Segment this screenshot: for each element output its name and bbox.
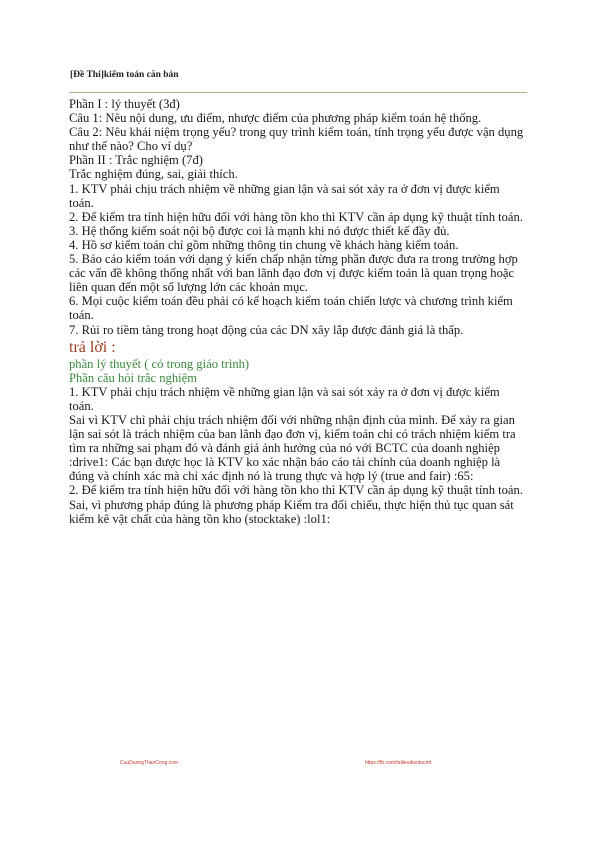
statement-3: 3. Hệ thống kiểm soát nội bộ được coi là mạnh khi nó được thiết kế đầy đủ. [69,223,450,238]
statement-4: 4. Hồ sơ kiểm toán chỉ gồm những thông tin chung về khách hàng kiểm toán. [69,237,459,252]
theory-note: phần lý thuyết ( có trong giáo trình) [69,356,250,371]
answer-1-explanation: Sai vì KTV chỉ phải chịu trách nhiệm đối với những nhận định của mình. Để xảy ra gian lận sai sót là trách nhiệm của ban lãnh đạo đơn vị, kiểm toán chỉ có trách nhiệm kiểm tra tìm ra những sai phạm đó và đánh giá ảnh hưởng của nó với BCTC của doanh nghiệp :drive1: Các bạn được học là KTV ko xác nhận báo cáo tài chính của doanh nghiệp là đúng và chính xác mà chỉ xác định nó là trung thực và hợp lý (true and fair) :65: [69,412,516,484]
statement-6: 6. Mọi cuộc kiểm toán đều phải có kế hoạch kiểm toán chiến lược và chương trình kiểm toán. [69,294,513,323]
footer-site-link[interactable]: CuuDuongThanCong.com [120,760,179,766]
part2-heading: Phần II : Trắc nghiệm (7đ) [69,153,203,168]
document-title: [Đề Thi]kiểm toán căn bản [70,70,179,80]
answer-1-question: 1. KTV phải chịu trách nhiệm về những gian lận và sai sót xảy ra ở đơn vị được kiểm toán. [69,384,500,413]
answer-2-explanation: Sai, vì phương pháp đúng là phương pháp Kiểm tra đối chiếu, thực hiện thủ tục quan sát kiểm kê vật chất của hàng tồn kho (stocktake) :lol1: [69,497,514,526]
part1-heading: Phần I : lý thuyết (3đ) [69,97,180,111]
answer-2-question: 2. Để kiểm tra tính hiện hữu đối với hàng tồn kho thì KTV cần áp dụng kỹ thuật tính toán. [69,483,523,498]
header-divider [69,92,527,93]
question-2: Câu 2: Nêu khái niệm trọng yếu? trong quy trình kiểm toán, tính trọng yếu được vận dụng như thế nào? Cho ví dụ? [69,125,524,154]
question-1: Câu 1: Nêu nội dung, ưu điểm, nhược điểm của phương pháp kiểm toán hệ thống. [69,111,482,126]
answer-heading: trả lời : [69,338,116,356]
footer-fb-link[interactable]: https://fb.com/tailieudientucntt [365,760,432,766]
mc-heading: Phần câu hỏi trắc nghiệm [69,370,197,385]
statement-1: 1. KTV phải chịu trách nhiệm về những gian lận và sai sót xảy ra ở đơn vị được kiểm toán. [69,181,500,210]
statement-2: 2. Để kiểm tra tính hiện hữu đối với hàng tồn kho thì KTV cần áp dụng kỹ thuật tính toán. [69,209,523,224]
statement-7: 7. Rủi ro tiềm tàng trong hoạt động của các DN xây lắp được đánh giá là thấp. [69,322,464,337]
part2-instruction: Trắc nghiệm đúng, sai, giải thích. [69,167,238,182]
statement-5: 5. Báo cáo kiểm toán với dạng ý kiến chấp nhận từng phần được đưa ra trong trường hợp các vấn đề không thống nhất với ban lãnh đạo đơn vị được kiểm toán là quan trọng hoặc liên quan đến một số lượng lớn các khoản mục. [69,252,518,295]
document-body [69,97,527,526]
